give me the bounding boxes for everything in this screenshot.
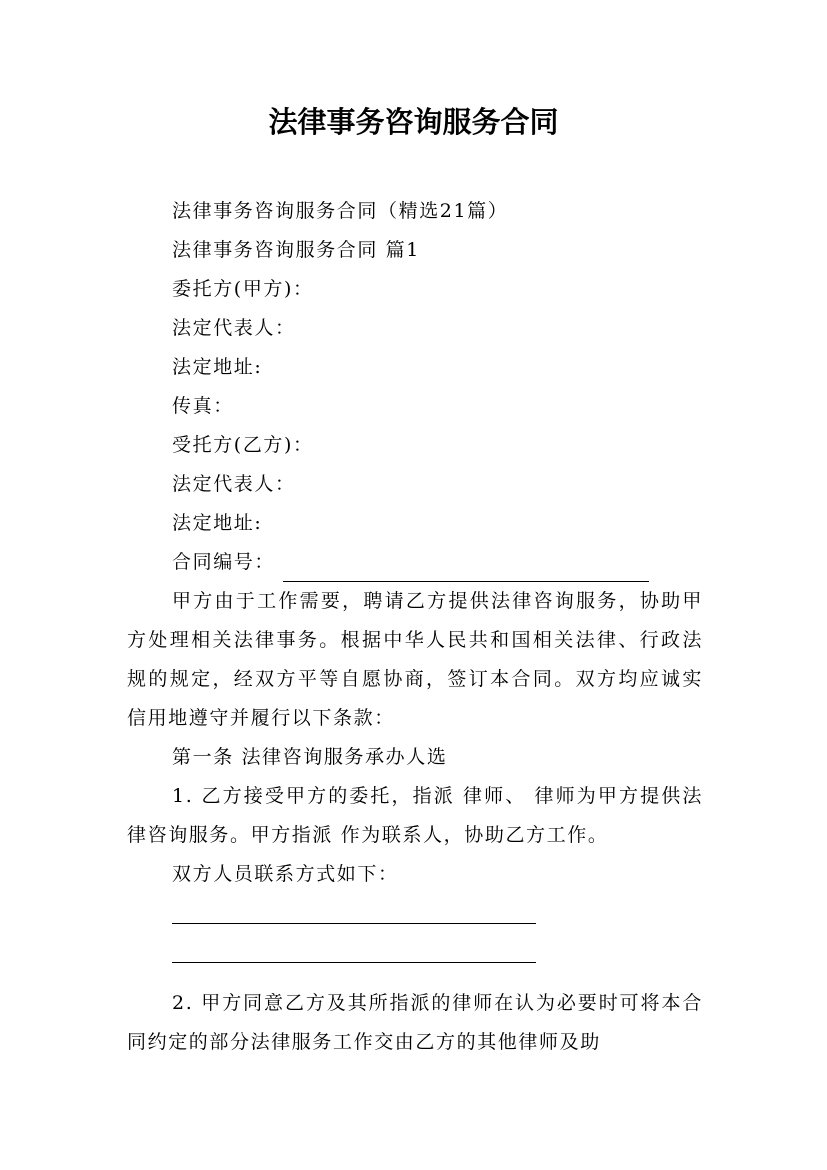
document-body <box>127 192 703 1062</box>
contract-number-blank <box>283 557 649 582</box>
party-a-line: 委托方(甲方)： <box>172 278 314 300</box>
address-a-line: 法定地址: <box>172 356 263 378</box>
contract-number-label: 合同编号： <box>172 551 276 573</box>
party-b-line: 受托方(乙方)： <box>172 434 314 456</box>
contact-blank-2 <box>127 933 703 972</box>
document-title: 法律事务咨询服务合同 <box>268 105 559 139</box>
contacts-line: 双方人员联系方式如下： <box>172 863 399 885</box>
item-2-paragraph: 2. 甲方同意乙方及其所指派的律师在认为必要时可将本合同约定的部分法律服务工作交由乙方的其他律师及助 <box>127 992 703 1053</box>
contact-blank-1 <box>127 894 703 933</box>
chapter-heading: 法律事务咨询服务合同 篇1 <box>172 239 420 261</box>
fax-line: 传真： <box>172 395 234 417</box>
subtitle-line: 法律事务咨询服务合同（精选21篇） <box>172 200 509 222</box>
item-1-paragraph: 1. 乙方接受甲方的委托，指派 律师、 律师为甲方提供法律咨询服务。甲方指派 作为联系人，协助乙方工作。 <box>127 785 703 846</box>
contract-number-line <box>127 543 703 582</box>
address-b-line: 法定地址: <box>172 512 263 534</box>
representative-a-line: 法定代表人： <box>172 317 296 339</box>
representative-b-line: 法定代表人： <box>172 473 296 495</box>
article-1-heading: 第一条 法律咨询服务承办人选 <box>172 746 448 768</box>
intro-paragraph: 甲方由于工作需要，聘请乙方提供法律咨询服务，协助甲方处理相关法律事务。根据中华人民共和国相关法律、行政法规的规定，经双方平等自愿协商，签订本合同。双方均应诚实信用地遵守并履行以下条款： <box>127 590 703 729</box>
